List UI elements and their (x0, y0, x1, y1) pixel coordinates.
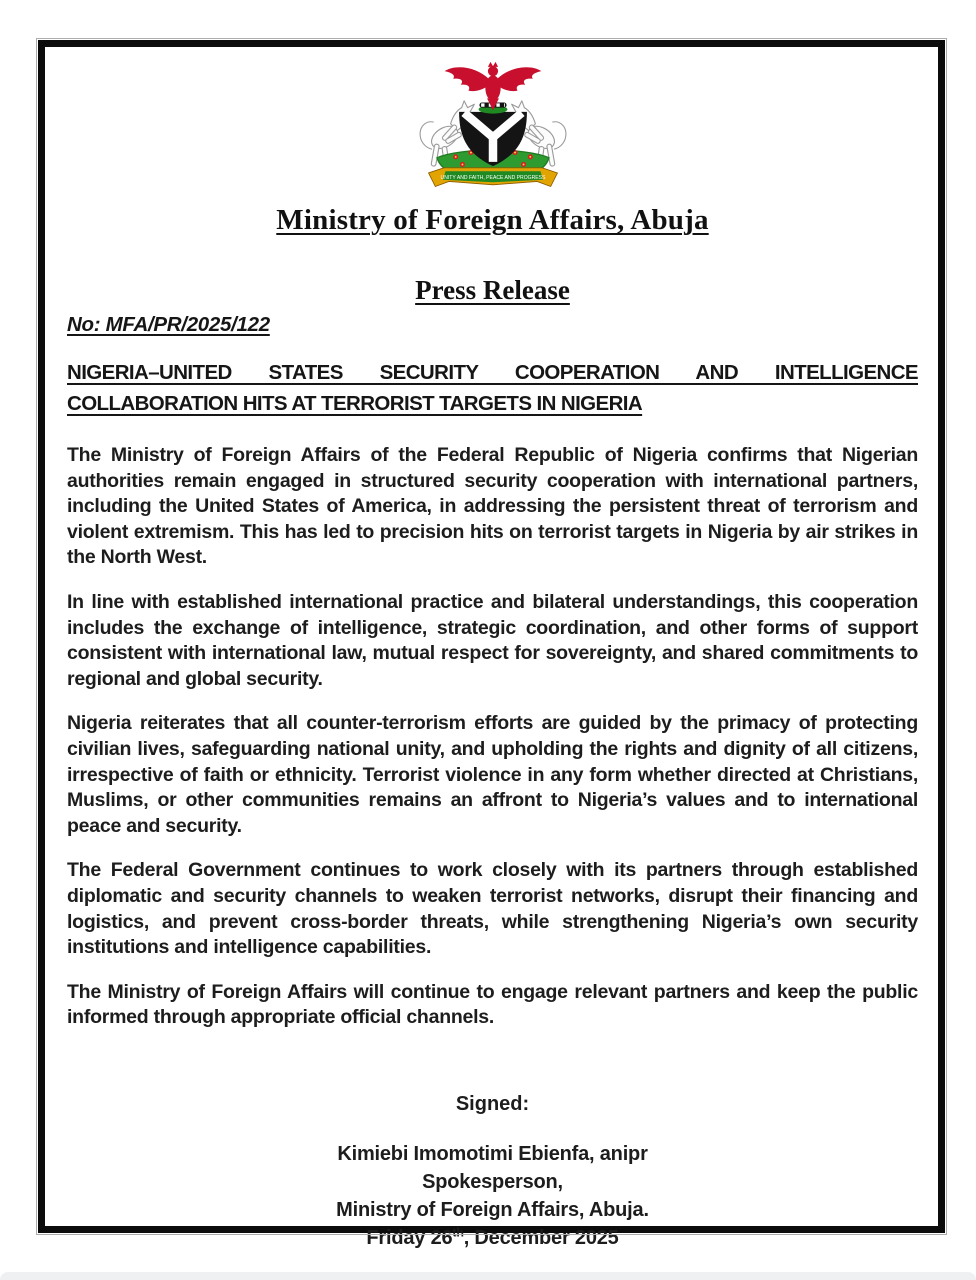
body-paragraph-1: The Ministry of Foreign Affairs of the Federal Republic of Nigeria confirms that Nigerian authorities remain engaged in structured security cooperation with international partners, including the United States of America, in addressing the persistent threat of terrorism and violent extremism. This has led to precision hits on terrorist targets in Nigeria by air strikes in the North West. (67, 444, 918, 569)
body-paragraph-4: The Federal Government continues to work closely with its partners through established diplomatic and security channels to weaken terrorist networks, disrupt their financing and logistics, and prevent cross-border threats, while strengthening Nigeria’s own security institutions and intelligence capabilities. (67, 859, 918, 959)
body-paragraph-2: In line with established international practice and bilateral understandings, this cooperation includes the exchange of intelligence, strategic coordination, and other forms of support consistent with international law, mutual respect for sovereignty, and shared commitments to regional and global security. (67, 590, 918, 690)
eagle-icon (444, 62, 541, 110)
reference-number-row (67, 313, 918, 337)
document-type-title: Press Release (415, 275, 570, 305)
signature-block (67, 1140, 918, 1252)
signatory-role: Spokesperson, (422, 1170, 563, 1193)
nigeria-coat-of-arms-icon (408, 61, 578, 200)
body-paragraph-3: Nigeria reiterates that all counter-terrorism efforts are guided by the primacy of protecting civilian lives, safeguarding national unity, and upholding the rights and dignity of all citizens, irrespective of faith or ethnicity. Terrorist violence in any form whether directed at Christians, Muslims, or other communities remains an affront to Nigeria’s values and to international peace and security. (67, 712, 918, 837)
signatory-org: Ministry of Foreign Affairs, Abuja. (336, 1198, 649, 1221)
release-date: Friday 26th, December 2025 (366, 1225, 619, 1249)
motto-banner-icon (428, 168, 557, 187)
crest-motto: UNITY AND FAITH, PEACE AND PROGRESS (440, 174, 545, 181)
signed-label: Signed: (455, 1092, 530, 1115)
headline: NIGERIA–UNITED STATES SECURITY COOPERATION AND INTELLIGENCE COLLABORATION HITS AT TERRORIST TARGETS IN NIGERIA (67, 361, 918, 415)
ministry-title: Ministry of Foreign Affairs, Abuja (276, 204, 709, 236)
bottom-ui-bar (0, 1272, 976, 1280)
signatory-name: Kimiebi Imomotimi Ebienfa, anipr (337, 1142, 648, 1165)
body-paragraph-5: The Ministry of Foreign Affairs will continue to engage relevant partners and keep the public informed through appropriate official channels. (67, 980, 918, 1029)
body-copy (67, 443, 918, 1031)
reference-number: No: MFA/PR/2025/122 (67, 313, 270, 336)
press-release-document (38, 40, 945, 1249)
